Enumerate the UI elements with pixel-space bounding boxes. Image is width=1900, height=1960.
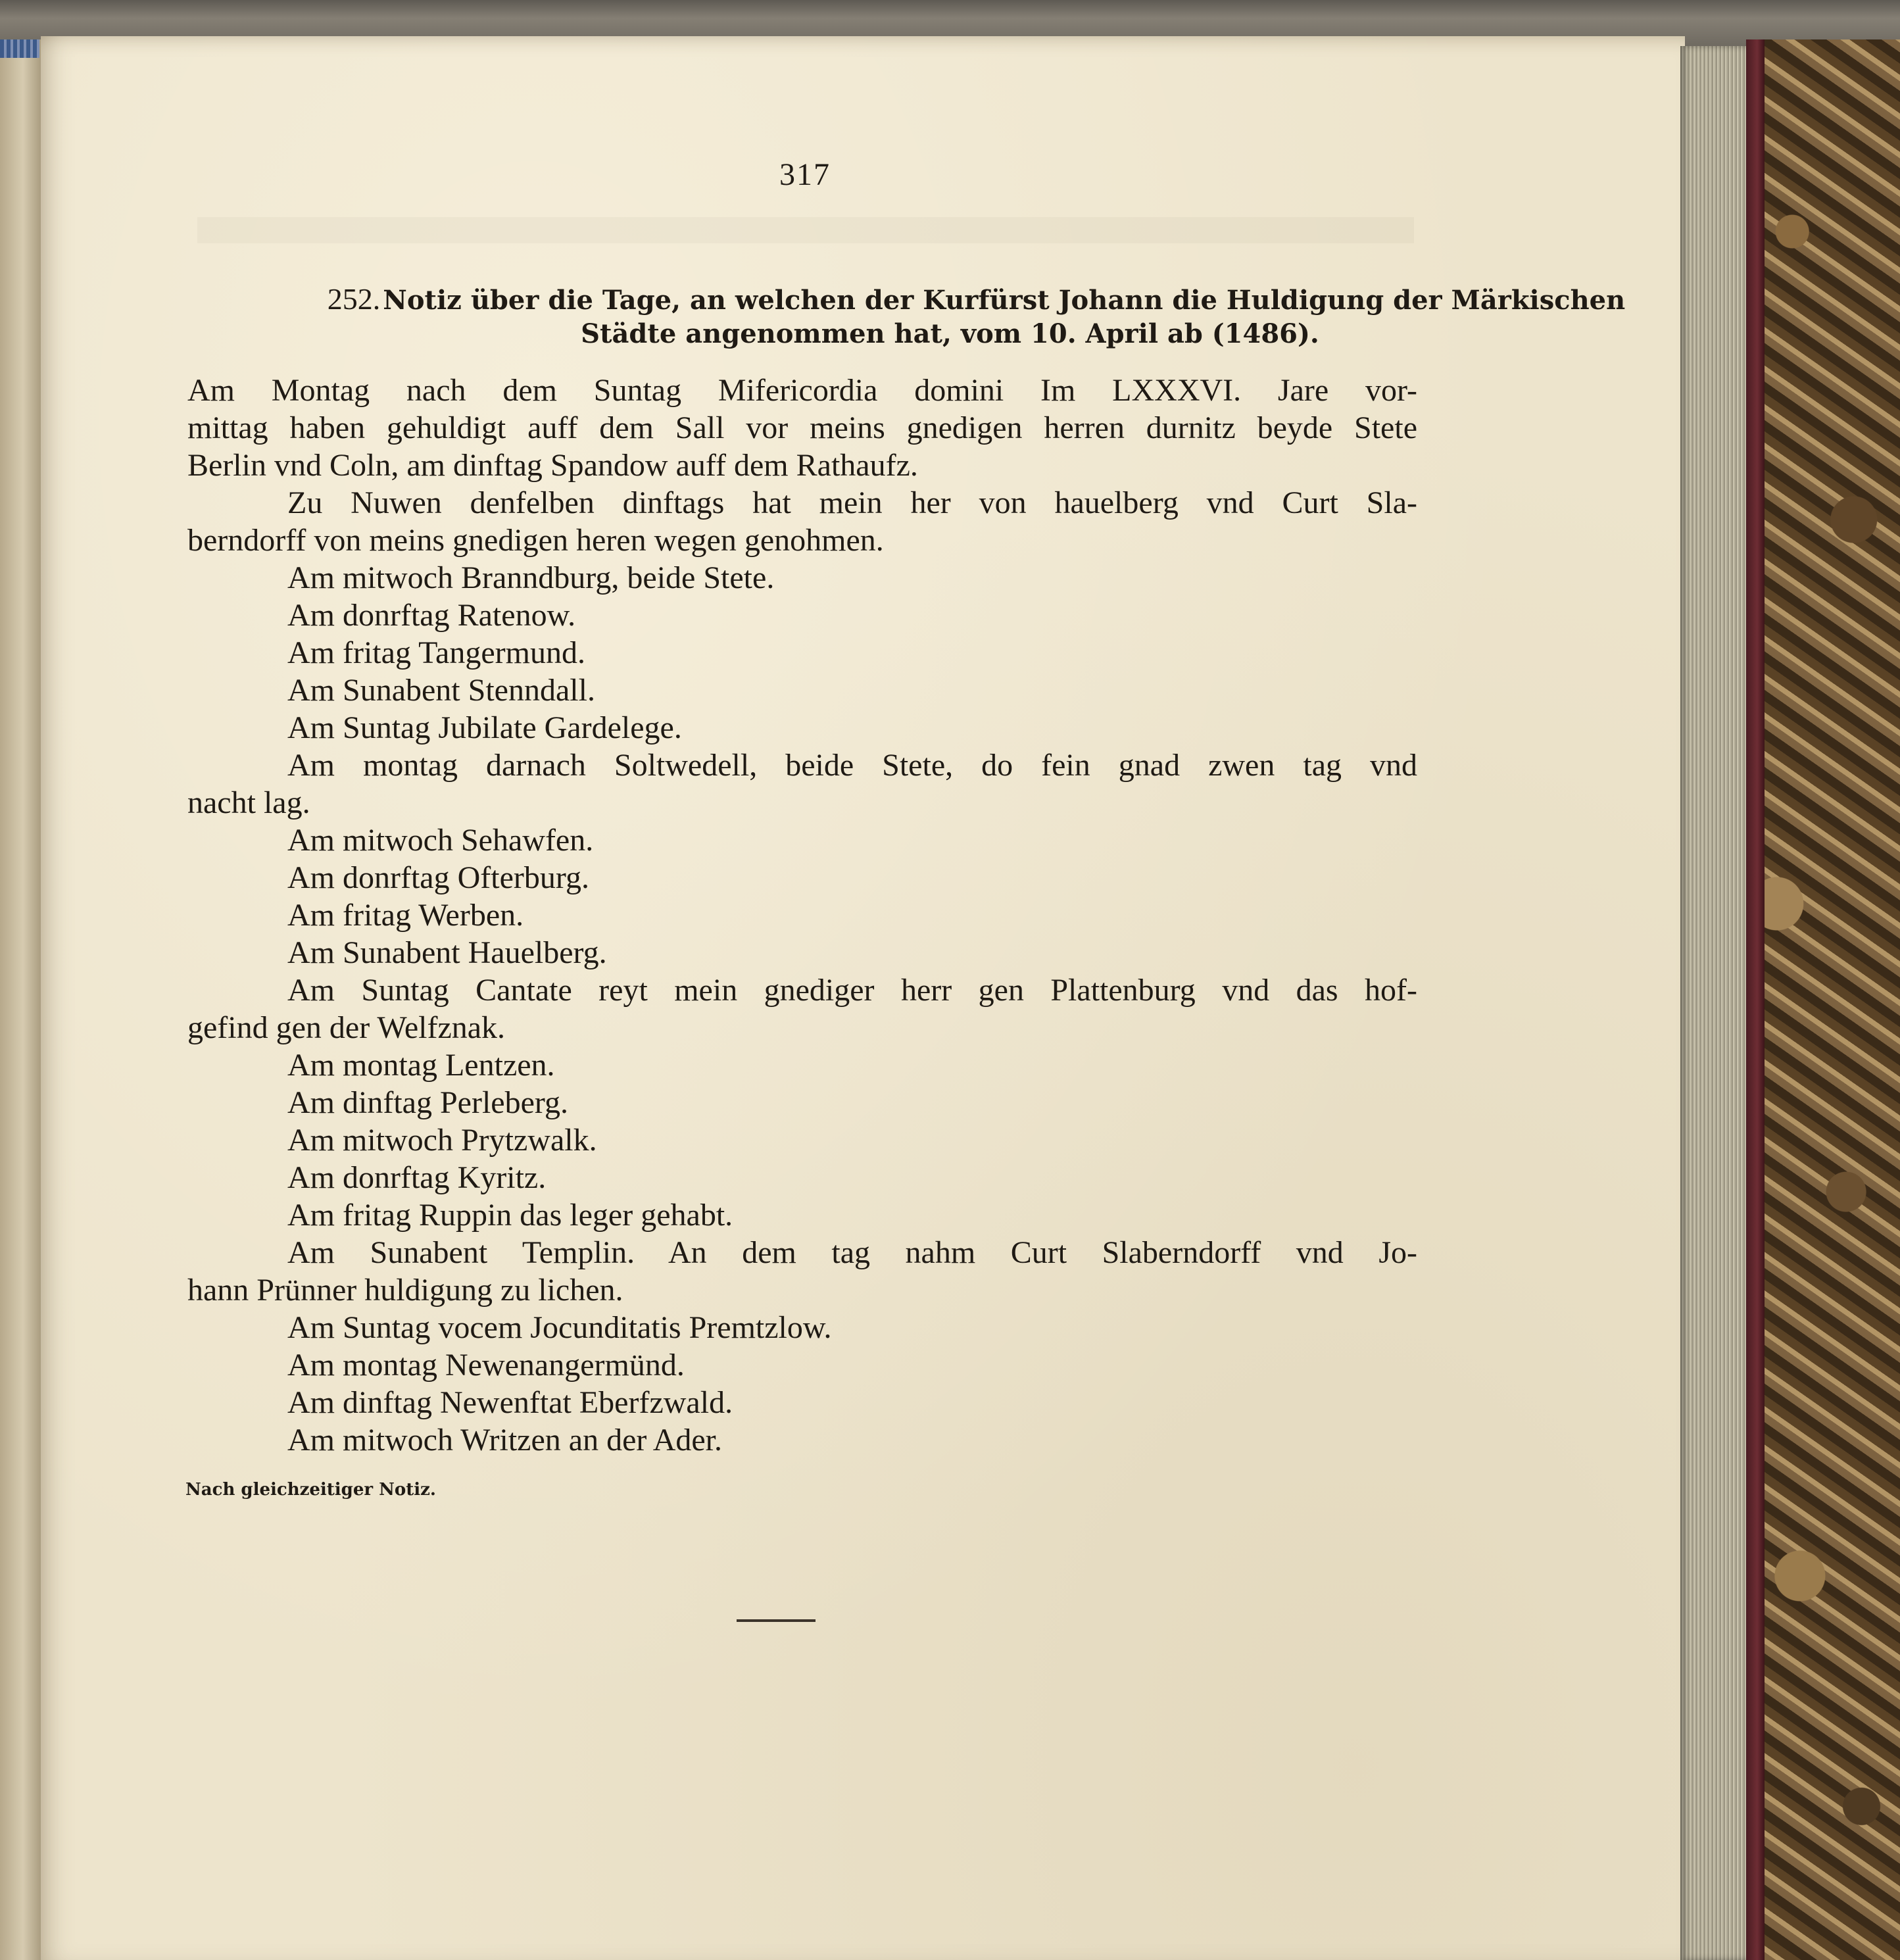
- body-line: Am donrftag Kyritz.: [287, 1160, 547, 1195]
- heading-title-line-2: Städte angenommen hat, vom 10. April ab (1486).: [581, 318, 1319, 349]
- body-line: Am Suntag Jubilate Gardelege.: [287, 710, 682, 745]
- body-line: Am fritag Werben.: [287, 898, 524, 933]
- body-line: Am donrftag Ofterburg.: [287, 860, 589, 895]
- source-note: Nach gleichzeitiger Notiz.: [185, 1480, 436, 1500]
- document-heading-line-1: [0, 282, 1900, 316]
- document-number: 252.: [327, 282, 381, 316]
- body-line: Berlin vnd Coln, am dinftag Spandow auff dem Rathaufz.: [187, 448, 918, 483]
- body-line: Am Sunabent Templin. An dem tag nahm Curt Slaberndorff vnd Jo-: [287, 1235, 1417, 1270]
- section-rule: [737, 1619, 816, 1622]
- body-line: Am montag darnach Soltwedell, beide Stete, do fein gnad zwen tag vnd: [287, 748, 1417, 783]
- body-line: berndorff von meins gnedigen heren wegen genohmen.: [187, 523, 884, 558]
- body-line: mittag haben gehuldigt auff dem Sall vor meins gnedigen herren durnitz beyde Stete: [187, 410, 1417, 445]
- body-line: Am Suntag vocem Jocunditatis Premtzlow.: [287, 1310, 832, 1345]
- body-line: Am donrftag Ratenow.: [287, 598, 576, 633]
- body-line: Am montag Newenangermünd.: [287, 1348, 685, 1383]
- body-line: nacht lag.: [187, 785, 310, 820]
- body-line: Am Montag nach dem Suntag Mifericordia domini Im LXXXVI. Jare vor-: [187, 373, 1417, 408]
- heading-title-line-1: Notiz über die Tage, an welchen der Kurfürst Johann die Huldigung der Märkischen: [383, 285, 1626, 316]
- body-line: gefind gen der Welfznak.: [187, 1010, 506, 1045]
- body-line: Am mitwoch Branndburg, beide Stete.: [287, 560, 775, 595]
- body-line: Am montag Lentzen.: [287, 1048, 555, 1083]
- body-line: Am mitwoch Sehawfen.: [287, 823, 594, 858]
- body-line: Am Sunabent Hauelberg.: [287, 935, 607, 970]
- body-line: Am fritag Tangermund.: [287, 635, 585, 670]
- body-line: Am Sunabent Stenndall.: [287, 673, 595, 708]
- body-line: Zu Nuwen denfelben dinftags hat mein her von hauelberg vnd Curt Sla-: [287, 485, 1417, 520]
- page-number: 317: [779, 157, 831, 192]
- body-line: Am Suntag Cantate reyt mein gnediger herr gen Plattenburg vnd das hof-: [287, 973, 1417, 1008]
- document-heading-line-2: [0, 318, 1900, 349]
- body-line: Am mitwoch Writzen an der Ader.: [287, 1423, 723, 1458]
- body-line: hann Prünner huldigung zu lichen.: [187, 1273, 623, 1308]
- body-line: Am fritag Ruppin das leger gehabt.: [287, 1198, 733, 1233]
- body-line: Am dinftag Perleberg.: [287, 1085, 569, 1120]
- body-line: Am mitwoch Prytzwalk.: [287, 1123, 597, 1158]
- body-line: Am dinftag Newenftat Eberfzwald.: [287, 1385, 733, 1420]
- bleed-through: [197, 217, 1414, 243]
- color-strip: [0, 39, 39, 58]
